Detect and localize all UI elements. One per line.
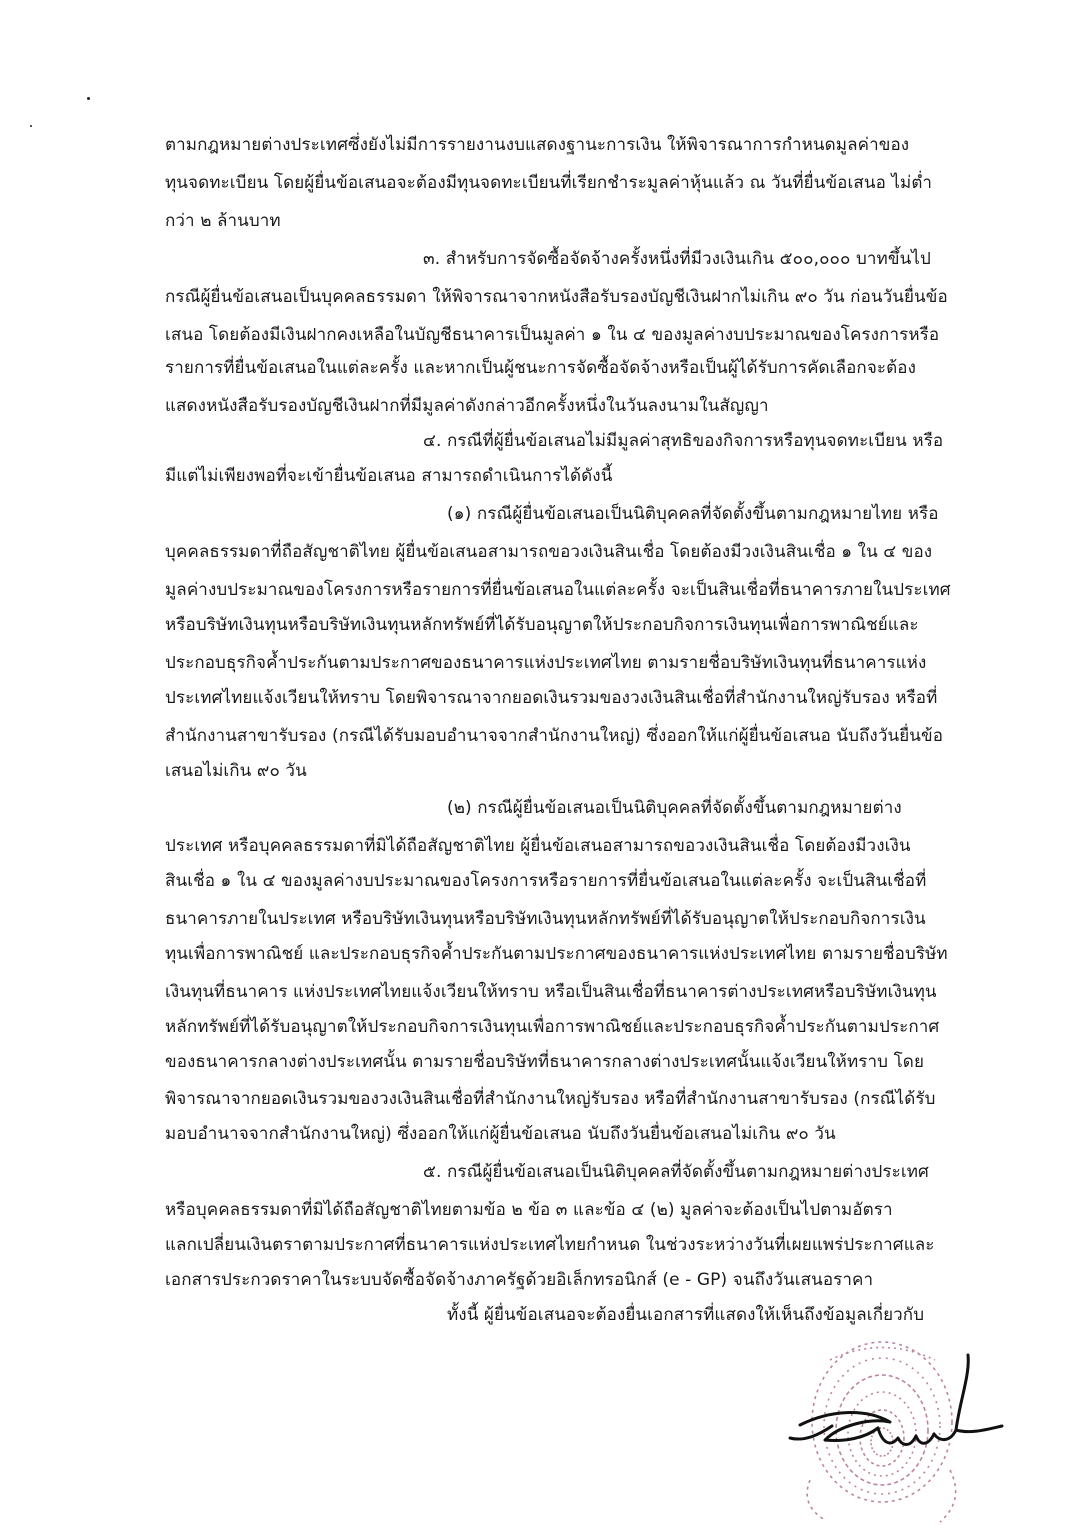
text-line: แลกเปลี่ยนเงินตราตามประกาศที่ธนาคารแห่งประเทศไทยกำหนด ในช่วงระหว่างวันที่เผยแพร่ประกาศและ (165, 1235, 935, 1255)
text-line: สินเชื่อ ๑ ใน ๔ ของมูลค่างบประมาณของโครงการหรือรายการที่ยื่นข้อเสนอในแต่ละครั้ง จะเป็นสินเชื่อที่ (165, 871, 927, 891)
text-line: ทั้งนี้ ผู้ยื่นข้อเสนอจะต้องยื่นเอกสารที่แสดงให้เห็นถึงข้อมูลเกี่ยวกับ (447, 1305, 925, 1325)
signature-ink (790, 1355, 1002, 1445)
text-line: เสนอไม่เกิน ๙๐ วัน (165, 761, 307, 781)
text-line: (๑) กรณีผู้ยื่นข้อเสนอเป็นนิติบุคคลที่จัดตั้งขึ้นตามกฎหมายไทย หรือ (447, 504, 939, 524)
signature-icon (770, 1330, 1010, 1525)
fingerprint-stamp (807, 1342, 955, 1522)
text-line: ประเทศ หรือบุคคลธรรมดาที่มิได้ถือสัญชาติไทย ผู้ยื่นข้อเสนอสามารถขอวงเงินสินเชื่อ โดยต้องมีวงเงิน (165, 836, 911, 856)
text-line: หรือบุคคลธรรมดาที่มิได้ถือสัญชาติไทยตามข้อ ๒ ข้อ ๓ และข้อ ๔ (๒) มูลค่าจะต้องเป็นไปตามอัตรา (165, 1200, 893, 1220)
text-line: ประกอบธุรกิจค้ำประกันตามประกาศของธนาคารแห่งประเทศไทย ตามรายชื่อบริษัทเงินทุนที่ธนาคารแห่ง (165, 653, 927, 673)
text-line: ธนาคารภายในประเทศ หรือบริษัทเงินทุนหรือบริษัทเงินทุนหลักทรัพย์ที่ได้รับอนุญาตให้ประกอบกิจการเงิน (165, 909, 926, 929)
text-line: ตามกฎหมายต่างประเทศซึ่งยังไม่มีการรายงานงบแสดงฐานะการเงิน ให้พิจารณาการกำหนดมูลค่าของ (165, 135, 910, 155)
text-line: เสนอ โดยต้องมีเงินฝากคงเหลือในบัญชีธนาคารเป็นมูลค่า ๑ ใน ๔ ของมูลค่างบประมาณของโครงการหรือ (165, 325, 940, 345)
text-line: หลักทรัพย์ที่ได้รับอนุญาตให้ประกอบกิจการเงินทุนเพื่อการพาณิชย์และประกอบธุรกิจค้ำประกันตามประกาศ (165, 1017, 940, 1037)
text-line: ทุนจดทะเบียน โดยผู้ยื่นข้อเสนอจะต้องมีทุนจดทะเบียนที่เรียกชำระมูลค่าหุ้นแล้ว ณ วันที่ยื่นข้อเสนอ ไม่ต่ำ (165, 173, 933, 193)
text-line: ๓. สำหรับการจัดซื้อจัดจ้างครั้งหนึ่งที่มีวงเงินเกิน ๕๐๐,๐๐๐ บาทขึ้นไป (423, 249, 931, 269)
text-line: เอกสารประกวดราคาในระบบจัดซื้อจัดจ้างภาครัฐด้วยอิเล็กทรอนิกส์ (e - GP) จนถึงวันเสนอราคา (165, 1270, 874, 1290)
text-line: ประเทศไทยแจ้งเวียนให้ทราบ โดยพิจารณาจากยอดเงินรวมของวงเงินสินเชื่อที่สำนักงานใหญ่รับรอง หรือที่ (165, 688, 938, 708)
text-line: รายการที่ยื่นข้อเสนอในแต่ละครั้ง และหากเป็นผู้ชนะการจัดซื้อจัดจ้างหรือเป็นผู้ได้รับการคัดเลือกจะต้อง (165, 358, 916, 378)
text-line: มอบอำนาจจากสำนักงานใหญ่) ซึ่งออกให้แก่ผู้ยื่นข้อเสนอ นับถึงวันยื่นข้อเสนอไม่เกิน ๙๐ วัน (165, 1124, 836, 1144)
text-line: กว่า ๒ ล้านบาท (165, 211, 281, 231)
text-line: ทุนเพื่อการพาณิชย์ และประกอบธุรกิจค้ำประกันตามประกาศของธนาคารแห่งประเทศไทย ตามรายชื่อบริษัท (165, 944, 948, 964)
text-line: (๒) กรณีผู้ยื่นข้อเสนอเป็นนิติบุคคลที่จัดตั้งขึ้นตามกฎหมายต่าง (447, 798, 902, 818)
text-line: ๔. กรณีที่ผู้ยื่นข้อเสนอไม่มีมูลค่าสุทธิของกิจการหรือทุนจดทะเบียน หรือ (423, 431, 944, 451)
scan-speck (87, 97, 90, 100)
text-line: มูลค่างบประมาณของโครงการหรือรายการที่ยื่นข้อเสนอในแต่ละครั้ง จะเป็นสินเชื่อที่ธนาคารภายในประเทศ (165, 580, 951, 600)
text-line: กรณีผู้ยื่นข้อเสนอเป็นบุคคลธรรมดา ให้พิจารณาจากหนังสือรับรองบัญชีเงินฝากไม่เกิน ๙๐ วัน ก่อนวันยื่นข้อ (165, 287, 948, 307)
text-line: สำนักงานสาขารับรอง (กรณีได้รับมอบอำนาจจากสำนักงานใหญ่) ซึ่งออกให้แก่ผู้ยื่นข้อเสนอ นับถึงวันยื่นข้อ (165, 726, 944, 746)
text-line: พิจารณาจากยอดเงินรวมของวงเงินสินเชื่อที่สำนักงานใหญ่รับรอง หรือที่สำนักงานสาขารับรอง (กรณีได้รับ (165, 1089, 936, 1109)
text-line: บุคคลธรรมดาที่ถือสัญชาติไทย ผู้ยื่นข้อเสนอสามารถขอวงเงินสินเชื่อ โดยต้องมีวงเงินสินเชื่อ ๑ ใน ๔ ของ (165, 542, 933, 562)
text-line: มีแต่ไม่เพียงพอที่จะเข้ายื่นข้อเสนอ สามารถดำเนินการได้ดังนี้ (165, 466, 613, 486)
text-line: ๕. กรณีผู้ยื่นข้อเสนอเป็นนิติบุคคลที่จัดตั้งขึ้นตามกฎหมายต่างประเทศ (423, 1162, 929, 1182)
text-line: เงินทุนที่ธนาคาร แห่งประเทศไทยแจ้งเวียนให้ทราบ หรือเป็นสินเชื่อที่ธนาคารต่างประเทศหรือบริษัทเงินทุน (165, 982, 937, 1002)
scan-speck (30, 125, 32, 127)
text-line: หรือบริษัทเงินทุนหรือบริษัทเงินทุนหลักทรัพย์ที่ได้รับอนุญาตให้ประกอบกิจการเงินทุนเพื่อการพาณิชย์และ (165, 615, 919, 635)
text-line: ของธนาคารกลางต่างประเทศนั้น ตามรายชื่อบริษัทที่ธนาคารกลางต่างประเทศนั้นแจ้งเวียนให้ทราบ โดย (165, 1052, 925, 1072)
text-line: แสดงหนังสือรับรองบัญชีเงินฝากที่มีมูลค่าดังกล่าวอีกครั้งหนึ่งในวันลงนามในสัญญา (165, 396, 769, 416)
